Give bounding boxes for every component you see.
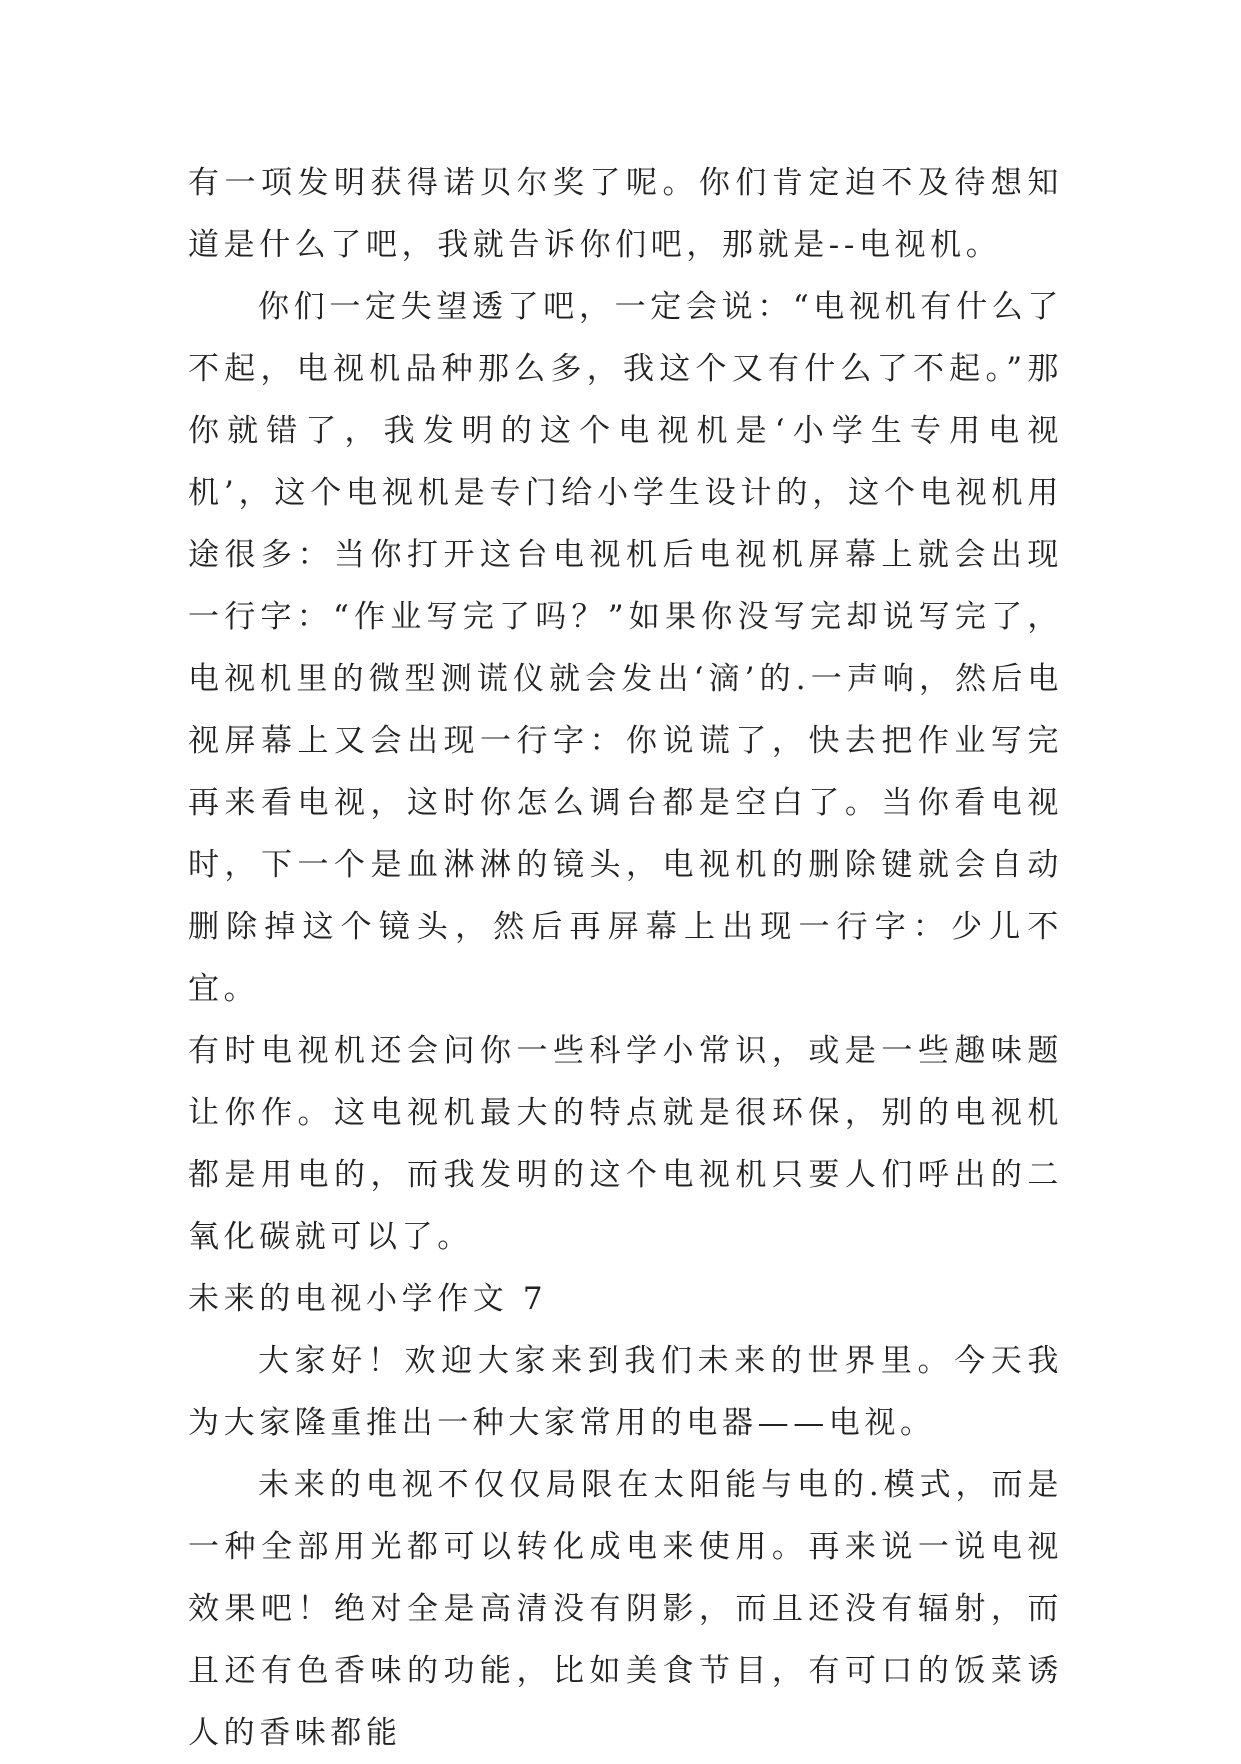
paragraph-future-tv: 未来的电视不仅仅局限在太阳能与电的.模式，而是一种全部用光都可以转化成电来使用。再来说一说电视效果吧！绝对全是高清没有阴影，而且还没有辐射，而且还有色香味的功能，比如美食节目，有可口的饭菜诱人的香味都能	[188, 1467, 1063, 1751]
paragraph-welcome: 大家好！欢迎大家来到我们未来的世界里。今天我为大家隆重推出一种大家常用的电器——电视。	[188, 1343, 1063, 1441]
document-body	[188, 152, 1063, 1764]
paragraph-invention-intro: 有一项发明获得诺贝尔奖了呢。你们肯定迫不及待想知道是什么了吧，我就告诉你们吧，那就是--电视机。	[188, 165, 1063, 263]
section-heading: 未来的电视小学作文 7	[188, 1281, 548, 1317]
paragraph-eco-tv: 有时电视机还会问你一些科学小常识，或是一些趣味题让你作。这电视机最大的特点就是很环保，别的电视机都是用电的，而我发明的这个电视机只要人们呼出的二氧化碳就可以了。	[188, 1033, 1063, 1255]
paragraph-student-tv: 你们一定失望透了吧，一定会说：“电视机有什么了不起，电视机品种那么多，我这个又有什么了不起。”那你就错了，我发明的这个电视机是‘小学生专用电视机’，这个电视机是专门给小学生设计的，这个电视机用途很多：当你打开这台电视机后电视机屏幕上就会出现一行字：“作业写完了吗？”如果你没写完却说写完了，电视机里的微型测谎仪就会发出‘滴’的.一声响，然后电视屏幕上又会出现一行字：你说谎了，快去把作业写完再来看电视，这时你怎么调台都是空白了。当你看电视时，下一个是血淋淋的镜头，电视机的删除键就会自动删除掉这个镜头，然后再屏幕上出现一行字：少儿不宜。	[188, 289, 1063, 1007]
